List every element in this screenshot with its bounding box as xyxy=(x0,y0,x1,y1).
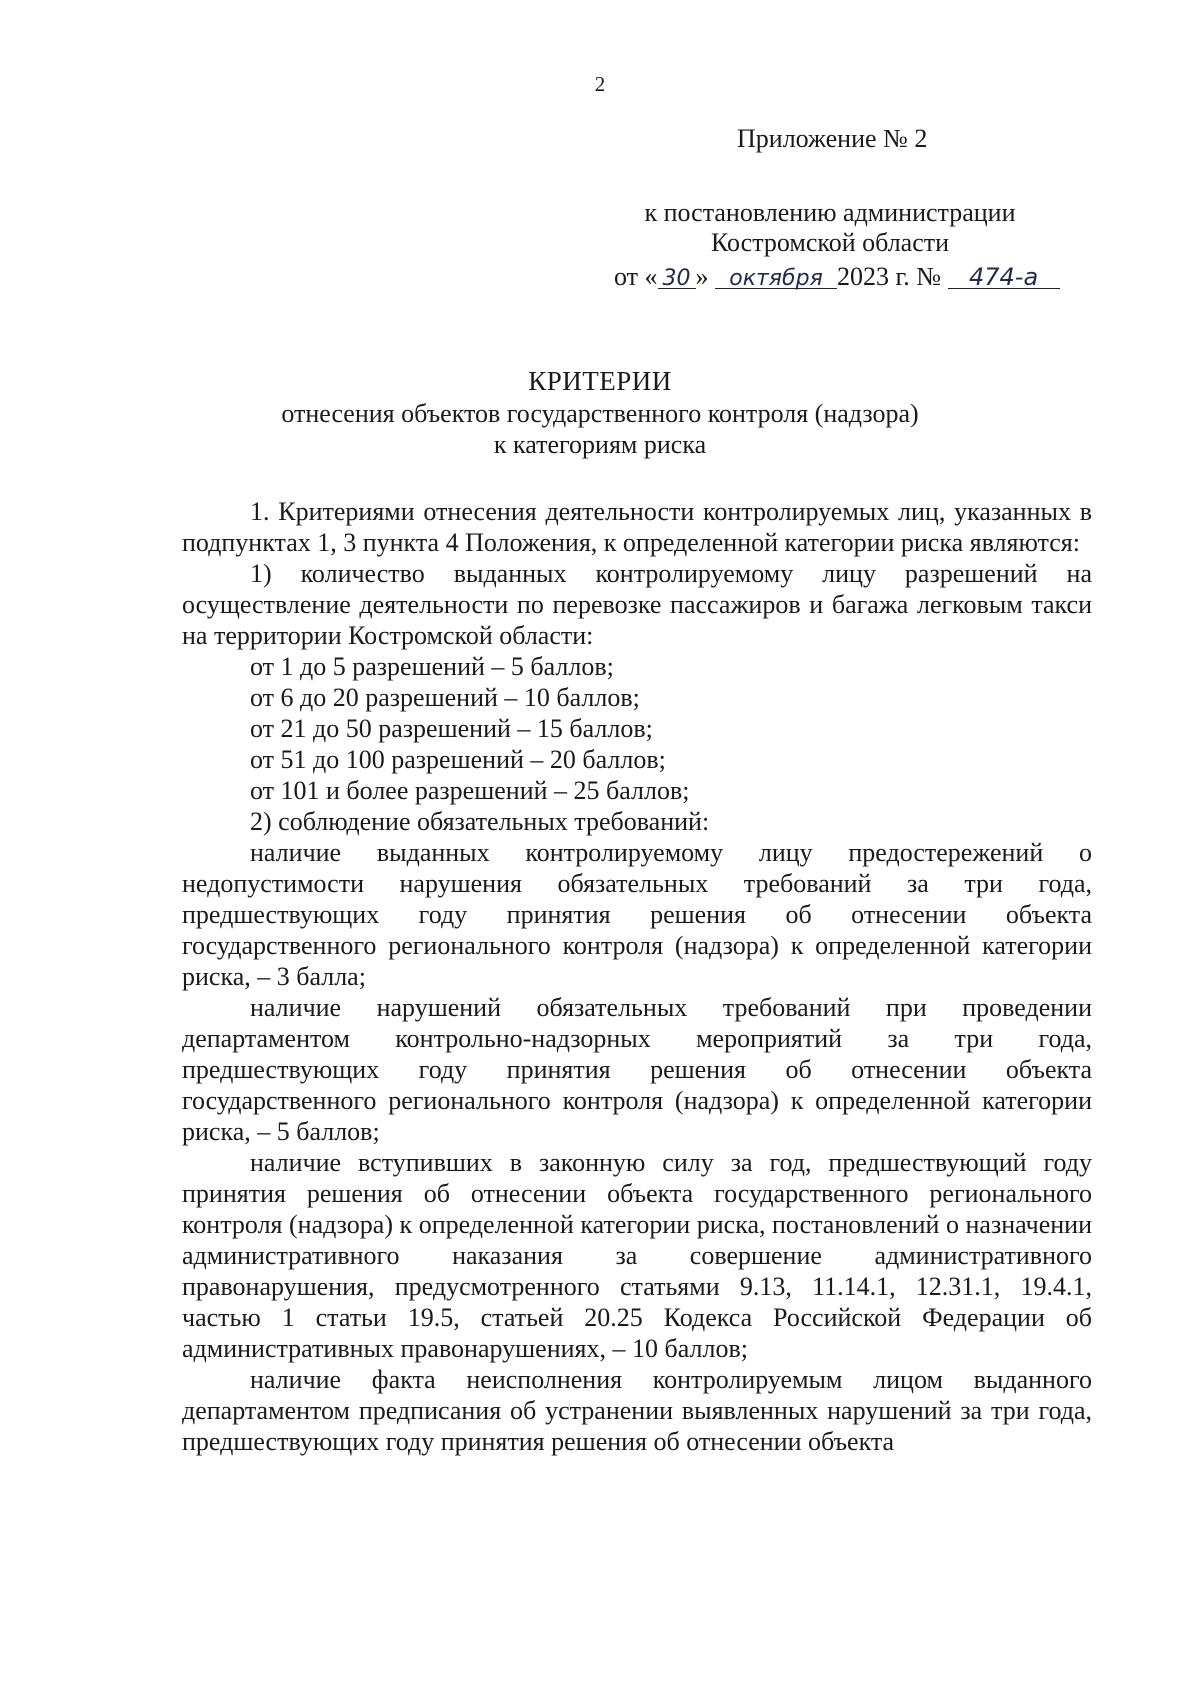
list-item-permits-51-100: от 51 до 100 разрешений – 20 баллов; xyxy=(250,745,666,774)
date-separator: » xyxy=(695,262,709,291)
date-year: 2023 г. № xyxy=(837,262,942,291)
document-subtitle xyxy=(250,398,950,460)
handwritten-month: октября xyxy=(715,266,837,291)
paragraph-criteria-intro: 1. Критериями отнесения деятельности контролируемых лиц, указанных в подпунктах 1, 3 пункта 4 Положения, к определенной категории риска являются: xyxy=(182,497,1092,557)
decree-ref-line-2: Костромской области xyxy=(710,228,950,257)
decree-reference xyxy=(600,198,1060,258)
decree-date-line xyxy=(614,262,1060,292)
paragraph-orders-non-compliance: наличие факта неисполнения контролируемым лицом выданного департаментом предписания об устранении выявленных нарушений за три года, предшествующих году принятия решения об отнесении объекта xyxy=(182,1365,1092,1456)
list-item-permits-21-50: от 21 до 50 разрешений – 15 баллов; xyxy=(250,714,653,743)
page-number: 2 xyxy=(594,72,606,96)
paragraph-permits-count: 1) количество выданных контролируемому лицу разрешений на осуществление деятельности по перевозке пассажиров и багажа легковым такси на территории Костромской области: xyxy=(182,559,1092,650)
handwritten-day: 30 xyxy=(658,266,696,291)
subtitle-line-2: к категориям риска xyxy=(493,430,707,459)
decree-ref-line-1: к постановлению администрации xyxy=(644,198,1016,227)
list-item-permits-6-20: от 6 до 20 разрешений – 10 баллов; xyxy=(250,683,640,712)
list-item-permits-101-plus: от 101 и более разрешений – 25 баллов; xyxy=(250,776,690,805)
paragraph-compliance: 2) соблюдение обязательных требований: xyxy=(250,807,710,836)
document-body xyxy=(182,496,1092,1457)
date-prefix: от « xyxy=(614,262,658,291)
handwritten-doc-number: 474-а xyxy=(948,263,1060,291)
paragraph-penalties: наличие вступивших в законную силу за год, предшествующий году принятия решения об отнесении объекта государственного регионального контроля (надзора) к определенной категории риска, постановлений о назначении административного наказания за совершение административного правонарушения, предусмотренного статьями 9.13, 11.14.1, 12.31.1, 19.4.1, частью 1 статьи 19.5, статьей 20.25 Кодекса Российской Федерации об административных правонарушениях, – 10 баллов; xyxy=(182,1148,1092,1363)
document-title: КРИТЕРИИ xyxy=(528,366,672,396)
paragraph-warnings: наличие выданных контролируемому лицу предостережений о недопустимости нарушения обязательных требований за три года, предшествующих году принятия решения об отнесении объекта государственного регионального контроля (надзора) к определенной категории риска, – 3 балла; xyxy=(182,838,1092,991)
list-item-permits-1-5: от 1 до 5 разрешений – 5 баллов; xyxy=(250,652,614,681)
subtitle-line-1: отнесения объектов государственного контроля (надзора) xyxy=(281,399,919,428)
paragraph-violations: наличие нарушений обязательных требований при проведении департаментом контрольно-надзорных мероприятий за три года, предшествующих году принятия решения об отнесении объекта государственного регионального контроля (надзора) к определенной категории риска, – 5 баллов; xyxy=(182,993,1092,1146)
annex-title: Приложение № 2 xyxy=(737,124,928,153)
